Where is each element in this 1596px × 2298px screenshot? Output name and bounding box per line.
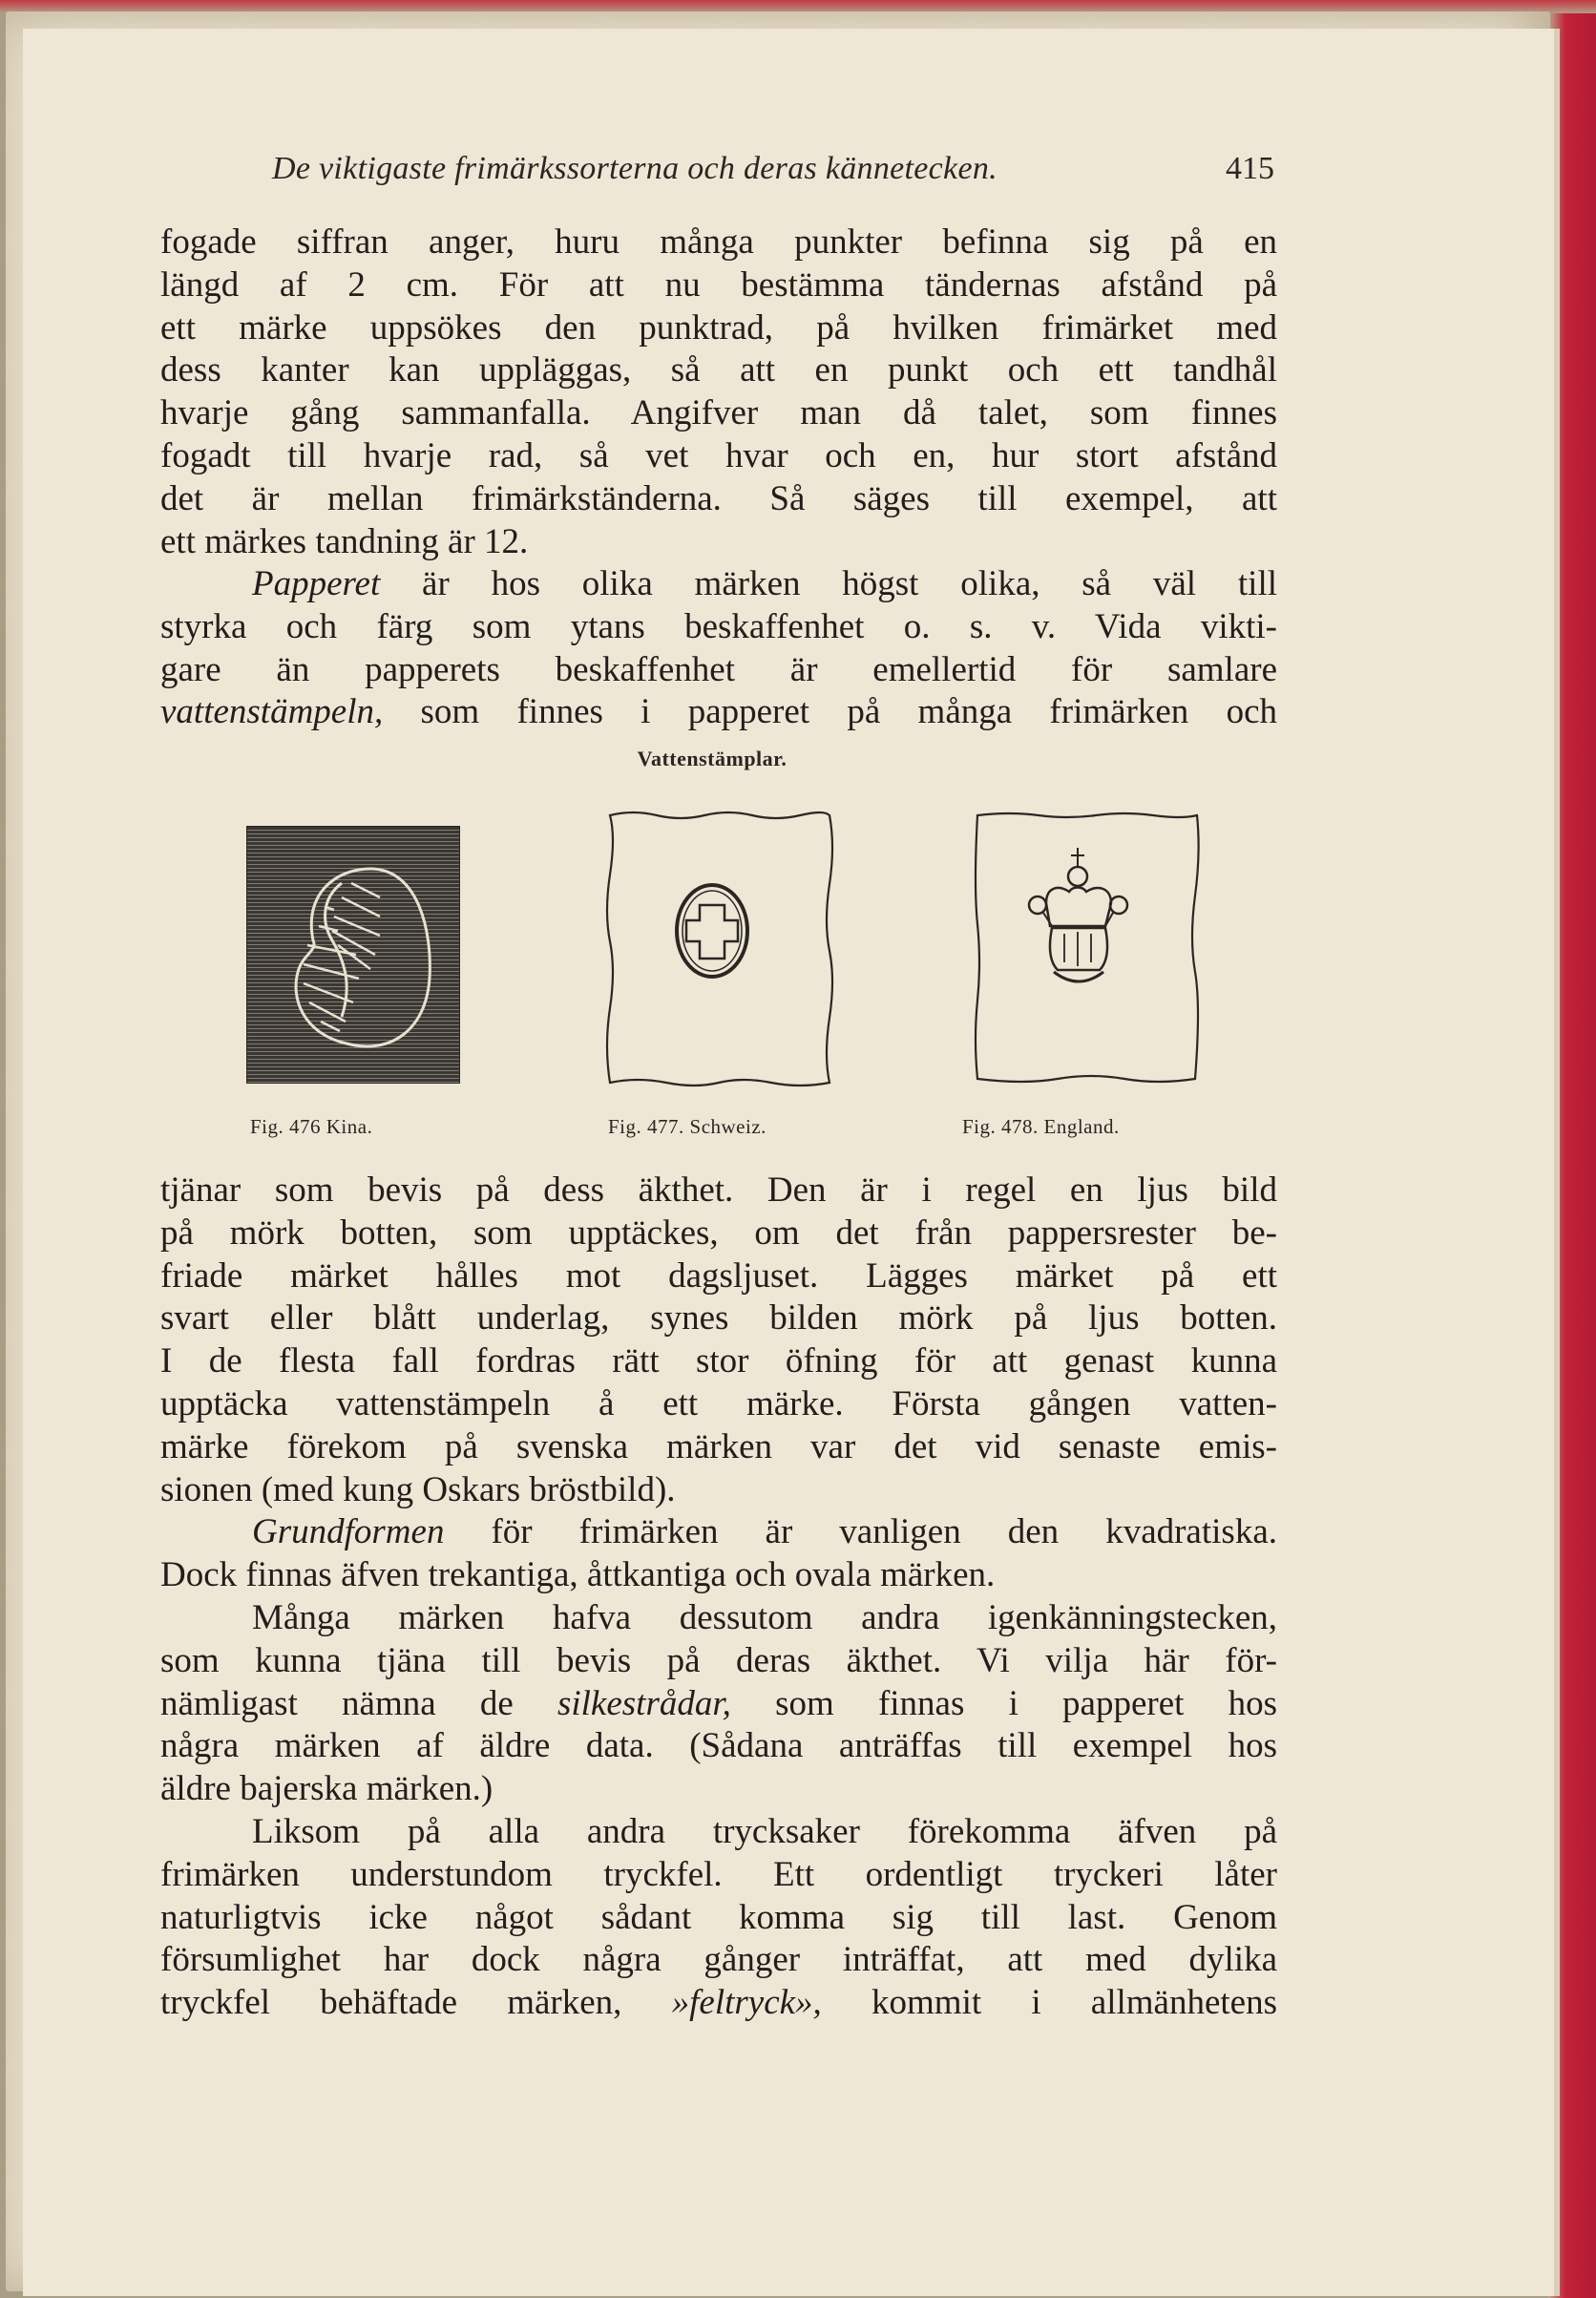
text-line: ett märke uppsökes den punktrad, på hvilken frimärket med (160, 307, 1277, 348)
text-run: nämligast nämna de (160, 1683, 557, 1723)
text-line: frimärken understundom tryckfel. Ett ordentligt tryckeri låter (160, 1854, 1277, 1894)
text-run: som finnes i papperet på många frimärken och (383, 692, 1277, 732)
text-line: svart eller blått underlag, synes bilden mörk på ljus botten. (160, 1298, 1277, 1339)
text-line (160, 1683, 1277, 1726)
emphasis: »feltryck», (671, 1983, 822, 2023)
text-line: naturligtvis icke något sådant komma sig till last. Genom (160, 1897, 1277, 1937)
text-line: Många märken hafva dessutom andra igenkänningstecken, (252, 1598, 1277, 1637)
emphasis: Grundformen (252, 1512, 445, 1551)
page-header (272, 151, 1274, 199)
figure-heading: Vattenstämplar. (637, 747, 788, 770)
running-title: De viktigaste frimärkssorterna och deras kännetecken. (272, 151, 998, 186)
text-line: fogade siffran anger, huru många punkter befinna sig på en (160, 222, 1277, 262)
text-line: friade märket hålles mot dagsljuset. Lägges märket på ett (160, 1255, 1277, 1296)
text-line: ett märkes tandning är 12. (160, 521, 529, 561)
text-line (160, 691, 1277, 734)
watermark-schweiz-figure (604, 808, 835, 1090)
text-line (160, 563, 1277, 606)
paragraph-silk-threads (160, 1597, 1277, 1811)
text-line: dess kanter kan uppläggas, så att en punkt och ett tandhål (160, 350, 1277, 390)
text-line: Dock finnas äfven trekantiga, åttkantiga och ovala märken. (160, 1554, 996, 1594)
text-line: sionen (med kung Oskars bröstbild). (160, 1469, 676, 1509)
text-line (160, 1511, 1277, 1554)
paragraph-perforation (160, 221, 1277, 563)
emphasis: Papperet (252, 564, 381, 603)
text-line: som kunna tjäna till bevis på deras äkthet. Vi vilja här för- (160, 1640, 1277, 1680)
text-line: styrka och färg som ytans beskaffenhet o. s. v. Vida vikti- (160, 606, 1277, 646)
text-run: tryckfel behäftade märken, (160, 1983, 672, 2023)
paragraph-misprints (160, 1811, 1277, 2025)
text-line (160, 1982, 1277, 2025)
text-run: är hos olika märken högst olika, så väl till (380, 564, 1277, 603)
paragraph-paper (160, 563, 1277, 734)
figure-caption-478: Fig. 478. England. (962, 1115, 1120, 1138)
watermark-kina-figure (246, 826, 460, 1084)
text-line: märke förekom på svenska märken var det vid senaste emis- (160, 1426, 1277, 1466)
page-number: 415 (1226, 151, 1274, 186)
text-line: äldre bajerska märken.) (160, 1769, 494, 1809)
text-line: det är mellan frimärkständerna. Så säges till exempel, att (160, 478, 1277, 518)
watermark-england-figure (972, 810, 1201, 1086)
paragraph-basic-shape (160, 1511, 1277, 1597)
text-run: för frimärken är vanligen den kvadratiska. (444, 1512, 1277, 1551)
text-run: kommit i allmänhetens (821, 1983, 1277, 2023)
paragraph-watermark (160, 1170, 1277, 1511)
text-line: I de flesta fall fordras rätt stor öfning för att genast kunna (160, 1341, 1277, 1381)
text-line: fogadt till hvarje rad, så vet hvar och en, hur stort afstånd (160, 435, 1277, 475)
text-line: försumlighet har dock några gånger inträffat, att med dylika (160, 1940, 1277, 1980)
text-line: upptäcka vattenstämpeln å ett märke. Första gången vatten- (160, 1383, 1277, 1423)
text-line: gare än papperets beskaffenhet är emellertid för samlare (160, 649, 1277, 689)
emphasis: vattenstämpeln, (160, 692, 384, 732)
text-line: några märken af äldre data. (Sådana anträffas till exempel hos (160, 1726, 1277, 1766)
figure-caption-477: Fig. 477. Schweiz. (608, 1115, 766, 1138)
text-line: Liksom på alla andra trycksaker förekomma äfven på (252, 1812, 1277, 1851)
text-line: tjänar som bevis på dess äkthet. Den är i regel en ljus bild (160, 1170, 1277, 1210)
text-line: på mörk botten, som upptäckes, om det från pappersrester be- (160, 1212, 1277, 1253)
text-line: hvarje gång sammanfalla. Angifver man då talet, som finnes (160, 393, 1277, 433)
emphasis: silkestrådar, (556, 1683, 731, 1723)
text-line: längd af 2 cm. För att nu bestämma tändernas afstånd på (160, 264, 1277, 305)
figure-caption-476: Fig. 476 Kina. (250, 1115, 373, 1138)
text-run: som finnas i papperet hos (730, 1683, 1277, 1723)
